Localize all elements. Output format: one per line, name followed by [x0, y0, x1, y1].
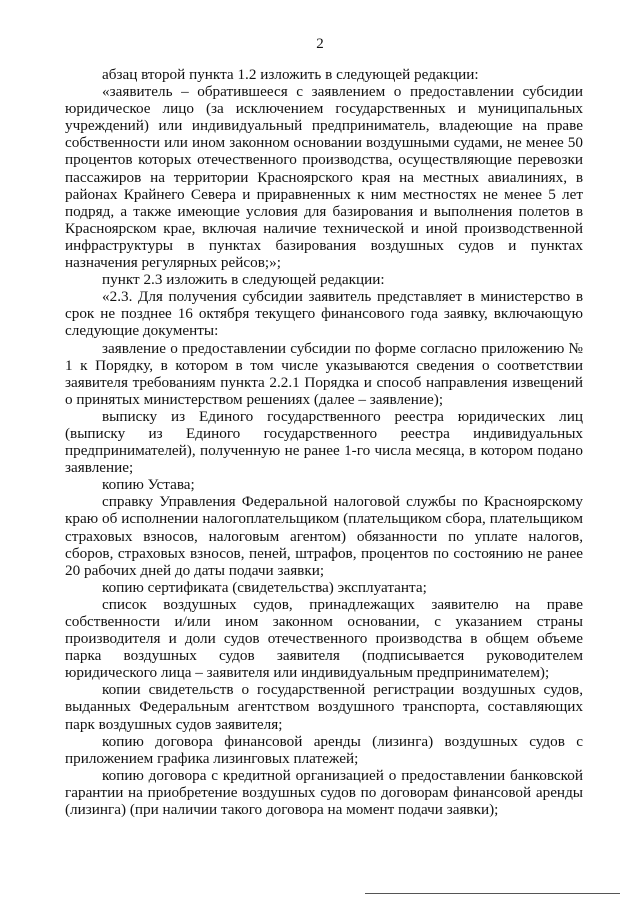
paragraph-applicant-definition: «заявитель – обратившееся с заявлением о предоставлении субсидии юридическое лицо (за исключением государственных и муниципальных учреждений) или индивидуальный предприниматель, владеющие на праве собственности или ином законном основании воздушными судами, не менее 50 процентов которых отечественного производства, осуществляющие перевозки пассажиров на территории Красноярского края на местных авиалиниях, в районах Крайнего Севера и приравненных к ним местностях не менее 5 лет подряд, а также имеющие условия для базирования и выполнения полетов в Красноярском крае, включая наличие технической и иной производственной инфраструктуры в пунктах базирования воздушных судов и пунктах назначения регулярных рейсов;»;	[65, 83, 583, 272]
page-number: 2	[316, 36, 324, 52]
list-item-leasing-contract: копию договора финансовой аренды (лизинга) воздушных судов с приложением графика лизинговых платежей;	[65, 732, 583, 767]
list-item-aircraft-list: список воздушных судов, принадлежащих заявителю на праве собственности и/или ином законном основании, с указанием страны производителя и доли судов отечественного производства в общем объеме парка воздушных судов заявителя (подписывается руководителем юридического лица – заявителя или индивидуальным предпринимателем);	[65, 595, 583, 682]
paragraph-clause-2-3: «2.3. Для получения субсидии заявитель представляет в министерство в срок не позднее 16 октября текущего финансового года заявку, включающую следующие документы:	[65, 288, 583, 340]
list-item-application: заявление о предоставлении субсидии по форме согласно приложению № 1 к Порядку, в котором в том числе указываются сведения о соответствии заявителя требованиям пункта 2.2.1 Порядка и способ направления извещений о принятых министерством решениях (далее – заявление);	[65, 339, 583, 408]
list-item-registry-extract: выписку из Единого государственного реестра юридических лиц (выписку из Единого государственного реестра индивидуальных предпринимателей), полученную не ранее 1-го числа месяца, в котором подано заявление;	[65, 407, 583, 477]
list-item-tax-certificate: справку Управления Федеральной налоговой службы по Красноярскому краю об исполнении налогоплательщиком (плательщиком сбора, плательщиком страховых взносов, налоговым агентом) обязанности по уплате налогов, сборов, страховых взносов, пеней, штрафов, процентов по состоянию не ранее 20 рабочих дней до даты подачи заявки;	[65, 493, 583, 579]
document-body	[65, 66, 583, 818]
paragraph-amendment-1-2-intro: абзац второй пункта 1.2 изложить в следующей редакции:	[102, 66, 479, 83]
list-item-charter-copy: копию Устава;	[102, 476, 195, 494]
list-item-bank-guarantee-contract: копию договора с кредитной организацией о предоставлении банковской гарантии на приобретение воздушных судов по договорам финансовой аренды (лизинга) (при наличии такого договора на момент подачи заявки);	[65, 766, 583, 819]
list-item-operator-certificate: копию сертификата (свидетельства) эксплуатанта;	[102, 578, 427, 596]
footer-divider	[365, 893, 620, 894]
paragraph-amendment-2-3-intro: пункт 2.3 изложить в следующей редакции:	[102, 271, 385, 289]
list-item-registration-certificates: копии свидетельств о государственной регистрации воздушных судов, выданных Федеральным агентством воздушного транспорта, составляющих парк воздушных судов заявителя;	[65, 681, 583, 733]
